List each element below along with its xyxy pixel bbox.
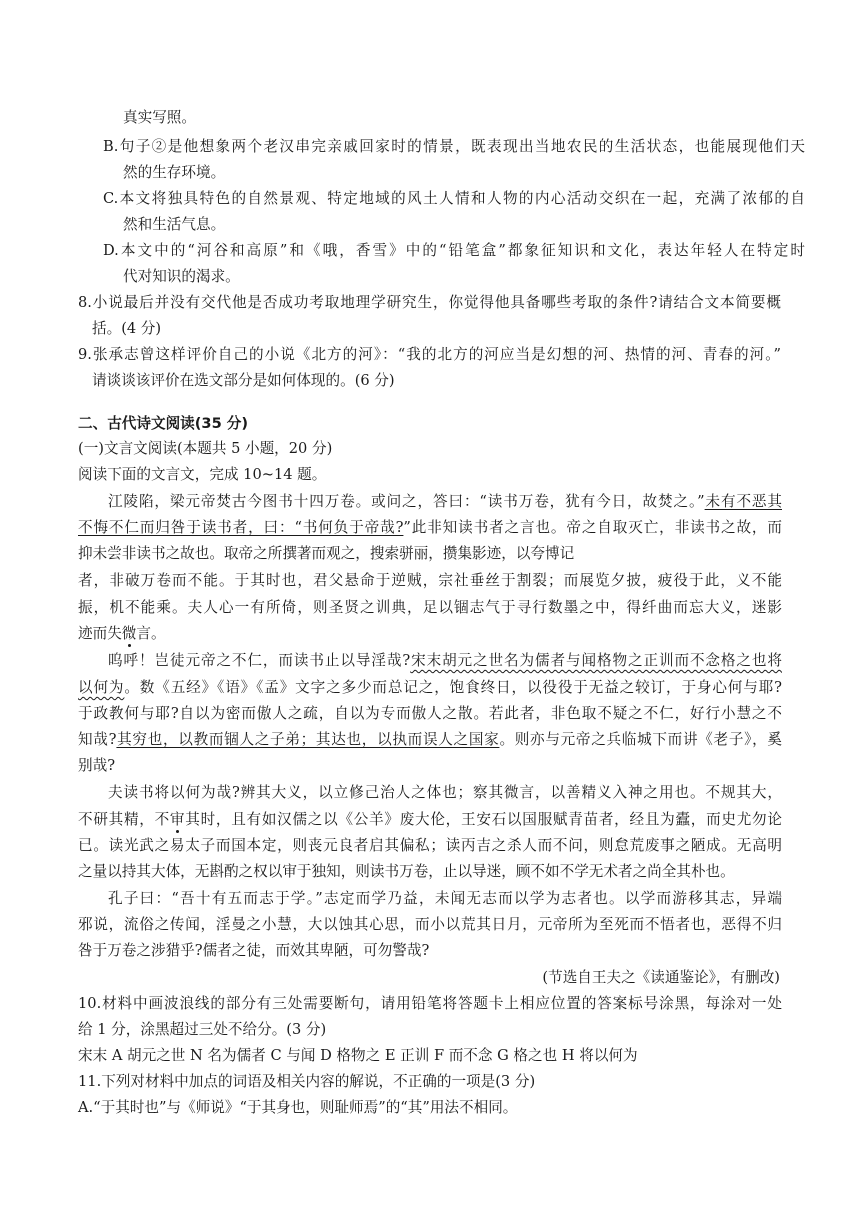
question-11-option-a: A.“于其时也”与《师说》“于其身也，则耻师焉”的“其”用法不相同。 bbox=[78, 1099, 518, 1116]
passage-p4-line3: 咎于万卷之涉猎乎?儒者之徒，而效其卑陋，可勿警哉? bbox=[78, 942, 430, 959]
wavy-underlined-sentence: 宋末胡元之世名为儒者与闻格物之正训而不念格之也将 bbox=[410, 652, 782, 669]
option-b-line2: 然的生存环境。 bbox=[123, 164, 226, 181]
passage-p1-line6 bbox=[78, 624, 166, 644]
passage-p3-line3: 已。读光武之易太子而国本定，则丧元良者启其偏私；读丙吉之杀人而不问，则怠荒废事之陋成。无高明 bbox=[78, 837, 782, 854]
passage-text: 知哉? bbox=[78, 731, 117, 748]
passage-p2-line5: 别哉? bbox=[78, 757, 116, 774]
passage-p4-line1: 孔子曰：“吾十有五而志于学。”志定而学乃益，未闻无志而以学为志者也。以学而游移其志，异端 bbox=[108, 890, 782, 907]
wavy-underlined-sentence: 以何为 bbox=[78, 679, 125, 696]
question-10-choices: 宋末 A 胡元之世 N 名为儒者 C 与闻 D 格物之 E 正训 F 而不念 G 格之也 H 将以何为 bbox=[78, 1047, 638, 1064]
passage-p3-line4: 之量以持其大体，无斟酌之权以审于独知，则读书万卷，止以导迷，顾不如不学无术者之尚全其朴也。 bbox=[78, 863, 735, 880]
passage-text: 呜呼！岂徒元帝之不仁，而读书止以导淫哉? bbox=[108, 652, 411, 669]
passage-p2-line2 bbox=[78, 678, 782, 698]
option-b-line1: B.句子②是他想象两个老汉串完亲戚回家时的情景，既表现出当地农民的生活状态，也能展现他们天 bbox=[103, 138, 805, 155]
underlined-sentence: 不悔不仁而归咎于读书者，曰：“书何负于帝哉? bbox=[78, 519, 404, 536]
question-9-line2: 请谈谈该评价在选文部分是如何体现的。(6 分) bbox=[92, 372, 395, 389]
passage-p4-line2: 邪说，流俗之传闻，淫曼之小慧，大以蚀其心思，而小以荒其日月，元帝所为至死而不悟者也，恶得不归 bbox=[78, 916, 782, 933]
question-10-line2: 给 1 分，涂黑超过三处不给分。(3 分) bbox=[78, 1021, 327, 1038]
passage-p2-line3: 于政教何与耶?自以为密而傲人之疏，自以为专而傲人之散。若此者，非色取不疑之不仁，好行小慧之不 bbox=[78, 705, 782, 722]
passage-p2-line4 bbox=[78, 730, 782, 750]
question-9-line1: 9.张承志曾这样评价自己的小说《北方的河》：“我的北方的河应当是幻想的河、热情的河、青春的河。” bbox=[78, 346, 781, 363]
question-8-line2: 括。(4 分) bbox=[92, 320, 162, 337]
passage-p1-line3: 抑未尝非读书之故也。取帝之所撰著而观之，搜索骈丽，攒集影迹，以夸博记 bbox=[78, 545, 575, 562]
dotted-word: 微 bbox=[121, 625, 137, 642]
passage-p1-line5: 振，机不能乘。夫人心一有所倚，则圣贤之训典，足以锢志气于寻行数墨之中，得纤曲而忘大义，迷影 bbox=[78, 599, 782, 616]
option-a-tail: 真实写照。 bbox=[123, 109, 196, 126]
section-heading: 二、古代诗文阅读(35 分) bbox=[78, 415, 249, 432]
question-8-line1: 8.小说最后并没有交代他是否成功考取地理学研究生，你觉得他具备哪些考取的条件?请结合文本简要概 bbox=[78, 294, 781, 311]
option-c-line2: 然和生活气息。 bbox=[123, 216, 226, 233]
passage-text: 其时，且有如汉儒之以《公羊》废大伦，王安石以国服赋青苗者，经且为蠹，而史尤勿论 bbox=[185, 811, 782, 828]
passage-text: 言。 bbox=[136, 625, 166, 642]
option-d-line1: D.本文中的“河谷和高原”和《哦，香雪》中的“铅笔盒”都象征知识和文化，表达年轻人在特定时 bbox=[103, 242, 805, 259]
passage-p3-line1: 夫读书将以何为哉?辨其大义，以立修己治人之体也；察其微言，以善精义入神之用也。不规其大， bbox=[108, 784, 782, 801]
dotted-word: 审 bbox=[169, 811, 186, 828]
underlined-sentence: 其穷也，以教而锢人之子弟；其达也，以执而误人之国家 bbox=[116, 731, 500, 748]
passage-source: (节选自王夫之《读通鉴论》，有删改) bbox=[542, 969, 780, 986]
passage-p1-line1 bbox=[108, 492, 782, 512]
passage-p1-line4: 者，非破万卷而不能。于其时也，君父悬命于逆贼，宗社垂丝于割裂；而展览夕披，疲役于此，义不能 bbox=[78, 572, 782, 589]
passage-p1-line2 bbox=[78, 518, 782, 538]
section-subheading: (一)文言文阅读(本题共 5 小题，20 分) bbox=[78, 440, 333, 457]
reading-instruction: 阅读下面的文言文，完成 10~14 题。 bbox=[78, 466, 327, 483]
passage-text: 。则亦与元帝之兵临城下而讲《老子》，奚 bbox=[499, 731, 782, 748]
underlined-sentence: 未有不恶其 bbox=[704, 493, 782, 510]
question-10-line1: 10.材料中画波浪线的部分有三处需要断句，请用铅笔将答题卡上相应位置的答案标号涂黑，每涂对一处 bbox=[78, 995, 782, 1012]
passage-text: 迹而失 bbox=[78, 625, 122, 642]
option-d-line2: 代对知识的渴求。 bbox=[123, 268, 240, 285]
passage-text: 江陵陷，梁元帝焚古今图书十四万卷。或问之，答曰：“读书万卷，犹有今日，故焚之。” bbox=[108, 493, 705, 510]
passage-text: 。数《五经》《语》《孟》文字之多少而总记之，饱食终日，以役役于无益之较订，于身心何与耶? bbox=[124, 679, 782, 696]
passage-text: ”此非知读书者之言也。帝之自取灭亡，非读书之故，而 bbox=[403, 519, 782, 536]
question-11-line1: 11.下列对材料中加点的词语及相关内容的解说，不正确的一项是(3 分) bbox=[78, 1073, 536, 1090]
passage-text: 不研其精，不 bbox=[78, 811, 170, 828]
option-c-line1: C.本文将独具特色的自然景观、特定地域的风土人情和人物的内心活动交织在一起，充满了浓郁的自 bbox=[103, 190, 805, 207]
passage-p3-line2 bbox=[78, 810, 782, 830]
passage-p2-line1 bbox=[108, 651, 782, 671]
